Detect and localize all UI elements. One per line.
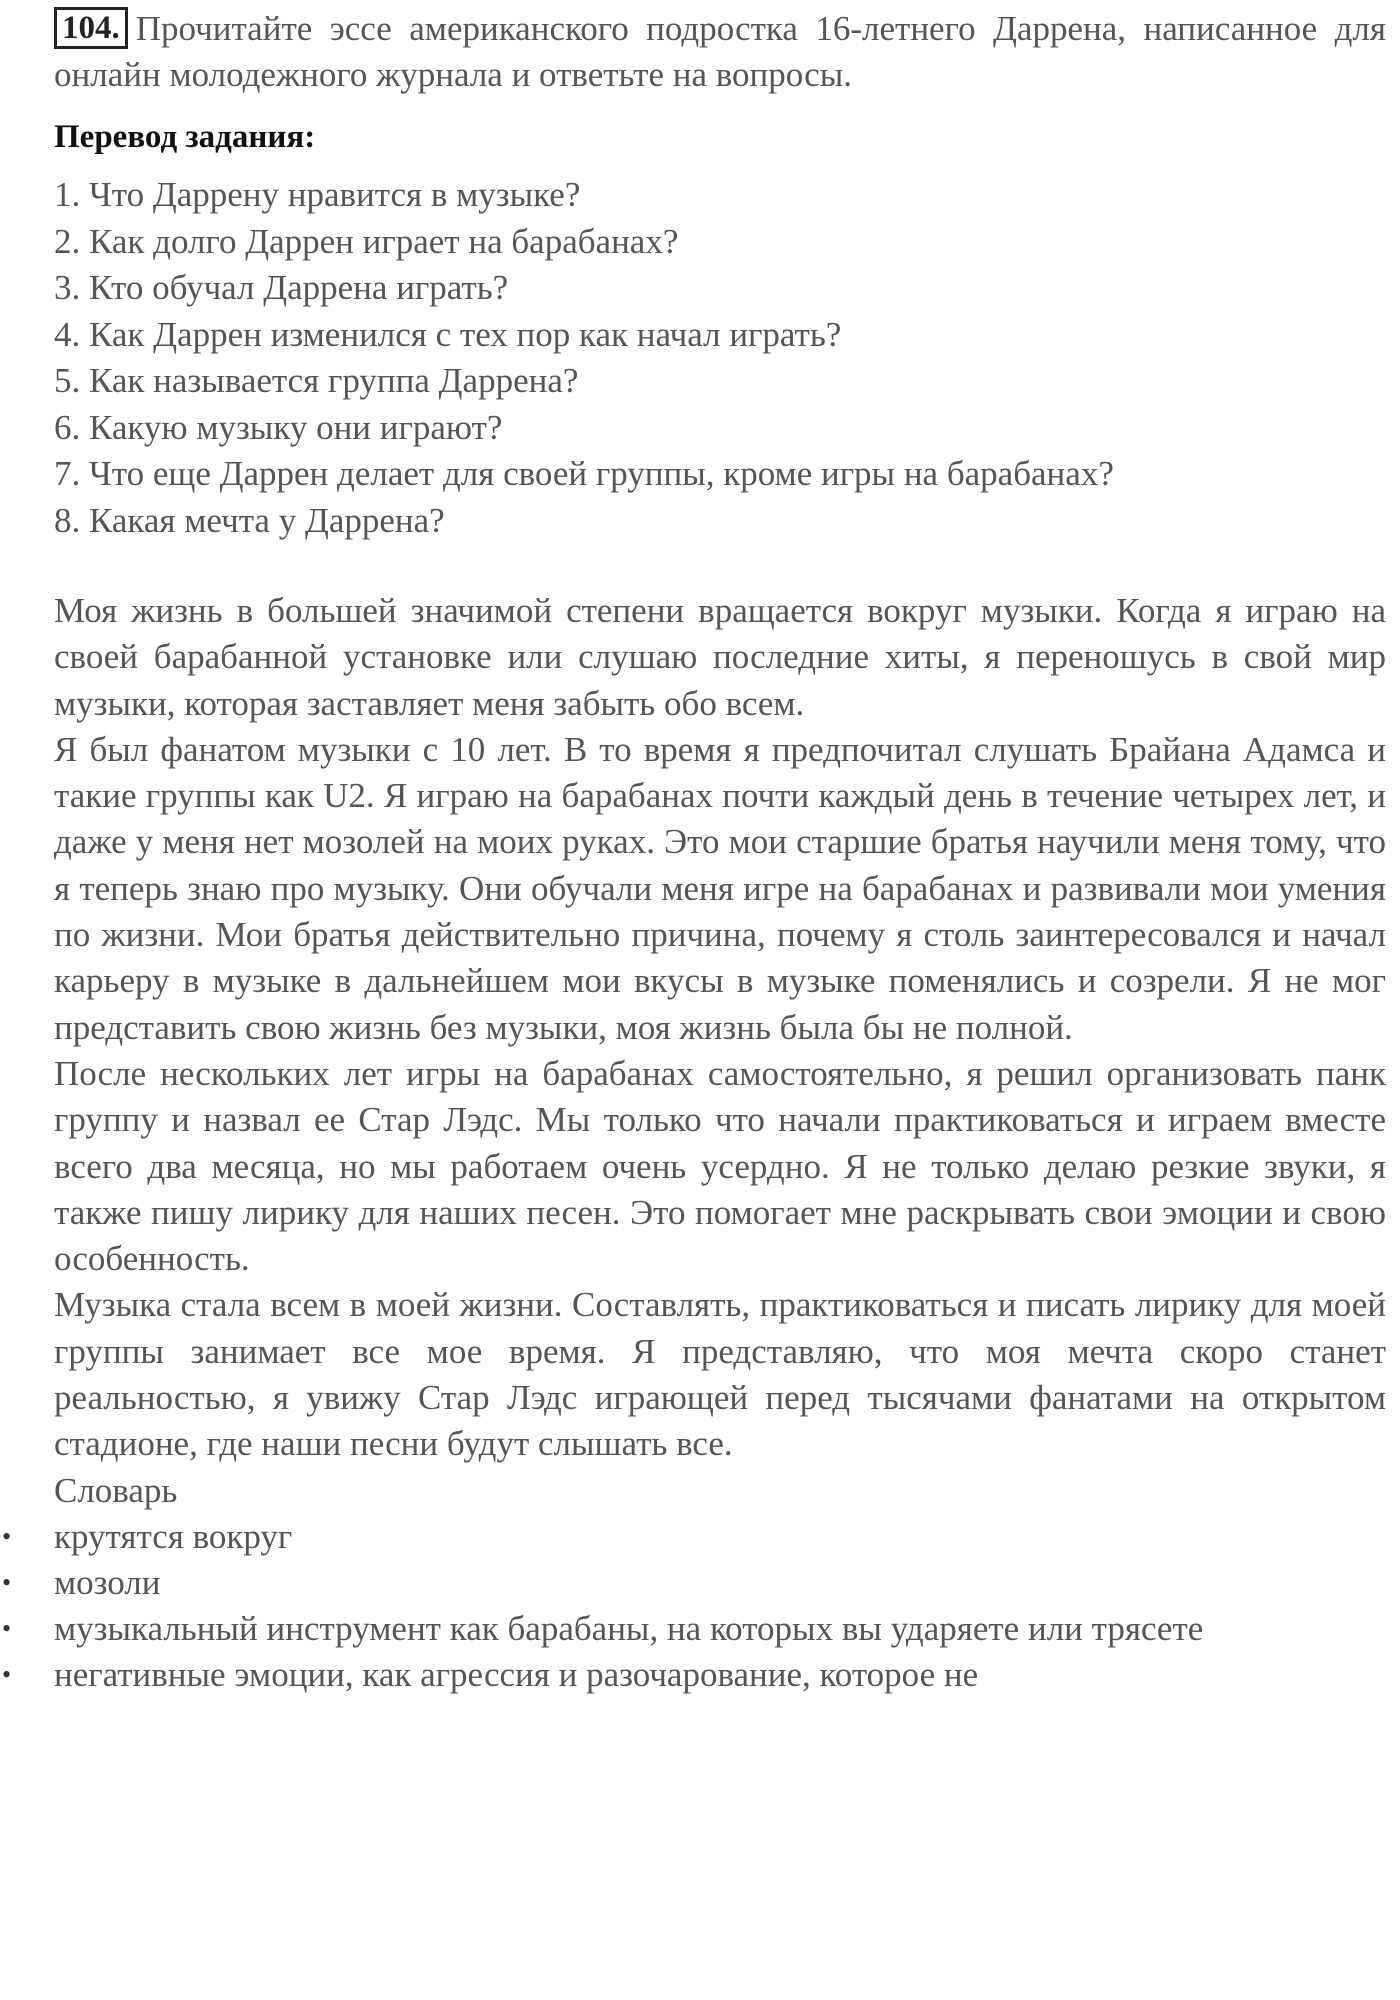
essay-paragraph: После нескольких лет игры на барабанах самостоятельно, я решил организовать панк группу и назвал ее Стар Лэдс. Мы только что начали практиковаться и играем вместе всего два месяца, но мы работаем очень усердно. Я не только делаю резкие звуки, я также пишу лирику для наших песен. Это помогает мне раскрывать свои эмоции и свою особенность. [54, 1053, 1386, 1279]
question-item: 7. Что еще Даррен делает для своей группы, кроме игры на барабанах? [54, 454, 1114, 493]
vocabulary-item: • негативные эмоции, как агрессия и разочарование, которое не [54, 1652, 1386, 1698]
vocabulary-list [54, 1514, 1386, 1698]
page-content [54, 6, 1386, 1698]
question-item: 6. Какую музыку они играют? [54, 407, 503, 447]
vocabulary-item: • мозоли [54, 1560, 1386, 1606]
question-item: 1. Что Даррену нравится в музыке? [54, 175, 581, 214]
task-intro [54, 6, 1386, 98]
essay-text [54, 588, 1386, 1468]
question-item: 5. Как называется группа Даррена? [54, 361, 579, 400]
vocabulary-title: Словарь [54, 1470, 178, 1510]
question-item: 3. Кто обучал Даррена играть? [54, 268, 509, 307]
question-item: 2. Как долго Даррен играет на барабанах? [54, 221, 679, 261]
essay-paragraph: Музыка стала всем в моей жизни. Составлять, практиковаться и писать лирику для моей группы занимает все мое время. Я представляю, что моя мечта скоро станет реальностью, я увижу Стар Лэдс играющей перед тысячами фанатами на открытом стадионе, где наши песни будут слышать все. [54, 1285, 1386, 1464]
translation-title: Перевод задания: [54, 119, 316, 155]
question-item: 4. Как Даррен изменился с тех пор как начал играть? [54, 314, 842, 354]
essay-paragraph: Я был фанатом музыки с 10 лет. В то время я предпочитал слушать Брайана Адамса и такие группы как U2. Я играю на барабанах почти каждый день в течение четырех лет, и даже у меня нет мозолей на моих руках. Это мои старшие братья научили меня тому, что я теперь знаю про музыку. Они обучали меня игре на барабанах и развивали мои умения по жизни. Мои братья действительно причина, почему я столь заинтересовался и начал карьеру в музыке в дальнейшем мои вкусы в музыке поменялись и созрели. Я не мог представить свою жизнь без музыки, моя жизнь была бы не полной. [54, 729, 1386, 1047]
question-item: 8. Какая мечта у Даррена? [54, 500, 445, 540]
essay-paragraph: Моя жизнь в большей значимой степени вращается вокруг музыки. Когда я играю на своей барабанной установке или слушаю последние хиты, я переношусь в свой мир музыки, которая заставляет меня забыть обо всем. [54, 591, 1386, 723]
question-list [54, 172, 1386, 544]
vocabulary-item: • музыкальный инструмент как барабаны, на которых вы ударяете или трясете [54, 1606, 1386, 1652]
task-number: 104. [54, 7, 128, 49]
task-instruction: Прочитайте эссе американского подростка 16-летнего Даррена, написанное для онлайн молодежного журнала и ответьте на вопросы. [54, 9, 1386, 94]
vocabulary-item: • крутятся вокруг [54, 1514, 1386, 1560]
